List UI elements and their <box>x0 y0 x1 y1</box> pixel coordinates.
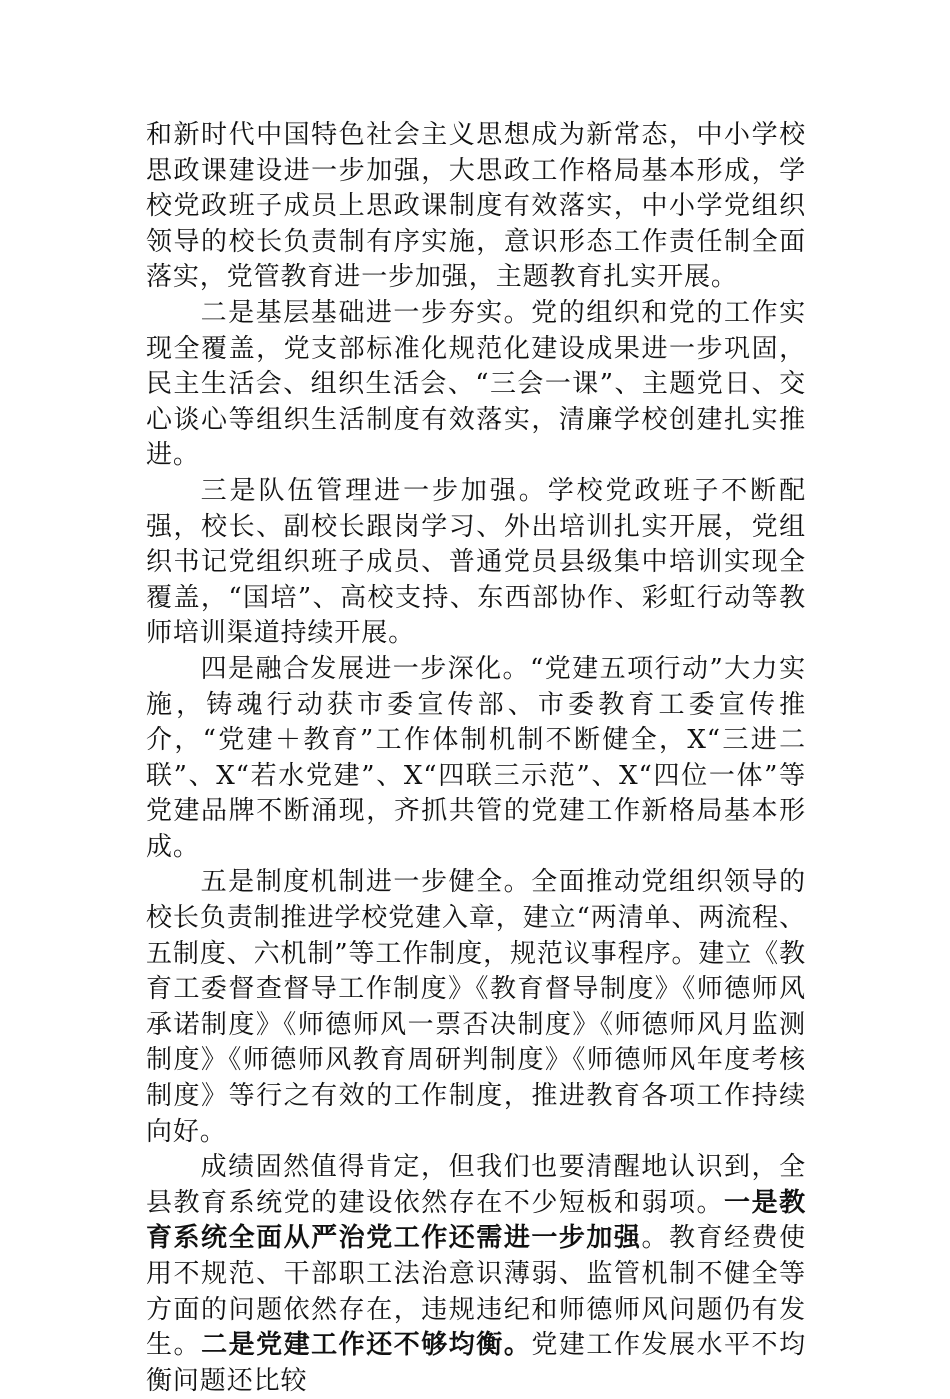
paragraph-1-text: 和新时代中国特色社会主义思想成为新常态，中小学校思政课建设进一步加强，大思政工作格局基本形成，学校党政班子成员上思政课制度有效落实，中小学党组织领导的校长负责制有序实施，意识形态工作责任制全面落实，党管教育进一步加强，主题教育扎实开展。 <box>146 120 806 293</box>
paragraph-2 <box>146 296 806 474</box>
document-body <box>146 118 806 1399</box>
paragraph-6-text-3: 党建工作发展水平不均衡问题还比较 <box>146 1330 806 1396</box>
paragraph-3-text: 三是队伍管理进一步加强。学校党政班子不断配强，校长、副校长跟岗学习、外出培训扎实开展，党组织书记党组织班子成员、普通党员县级集中培训实现全覆盖，“国培”、高校支持、东西部协作、彩虹行动等教师培训渠道持续开展。 <box>146 475 806 649</box>
paragraph-2-text: 二是基层基础进一步夯实。党的组织和党的工作实现全覆盖，党支部标准化规范化建设成果进一步巩固，民主生活会、组织生活会、“三会一课”、主题党日、交心谈心等组织生活制度有效落实，清廉学校创建扎实推进。 <box>146 297 806 471</box>
paragraph-6-text-2: 。教育经费使用不规范、干部职工法治意识薄弱、监管机制不健全等方面的问题依然存在，违规违纪和师德师风问题仍有发生。 <box>146 1223 806 1361</box>
paragraph-6-bold-heading-2: 二是党建工作还不够均衡。 <box>201 1330 532 1361</box>
paragraph-4-text: 四是融合发展进一步深化。“党建五项行动”大力实施，铸魂行动获市委宣传部、市委教育工委宣传推介，“党建＋教育”工作体制机制不断健全，X“三进二联”、X“若水党建”、X“四联三示范”、X“四位一体”等党建品牌不断涌现，齐抓共管的党建工作新格局基本形成。 <box>146 653 806 862</box>
paragraph-5-text: 五是制度机制进一步健全。全面推动党组织领导的校长负责制推进学校党建入章，建立“两清单、两流程、五制度、六机制”等工作制度，规范议事程序。建立《教育工委督查督导工作制度》《教育督导制度》《师德师风承诺制度》《师德师风一票否决制度》《师德师风月监测制度》《师德师风教育周研判制度》《师德师风年度考核制度》等行之有效的工作制度，推进教育各项工作持续向好。 <box>146 867 806 1147</box>
paragraph-6-bold-heading-1: 一是教育系统全面从严治党工作还需进一步加强 <box>146 1187 806 1254</box>
paragraph-3 <box>146 474 806 652</box>
paragraph-5 <box>146 865 806 1150</box>
paragraph-6 <box>146 1150 806 1399</box>
paragraph-4 <box>146 652 806 866</box>
paragraph-6-text: 成绩固然值得肯定，但我们也要清醒地认识到，全县教育系统党的建设依然存在不少短板和弱项。 <box>146 1152 806 1218</box>
paragraph-1 <box>146 118 806 296</box>
